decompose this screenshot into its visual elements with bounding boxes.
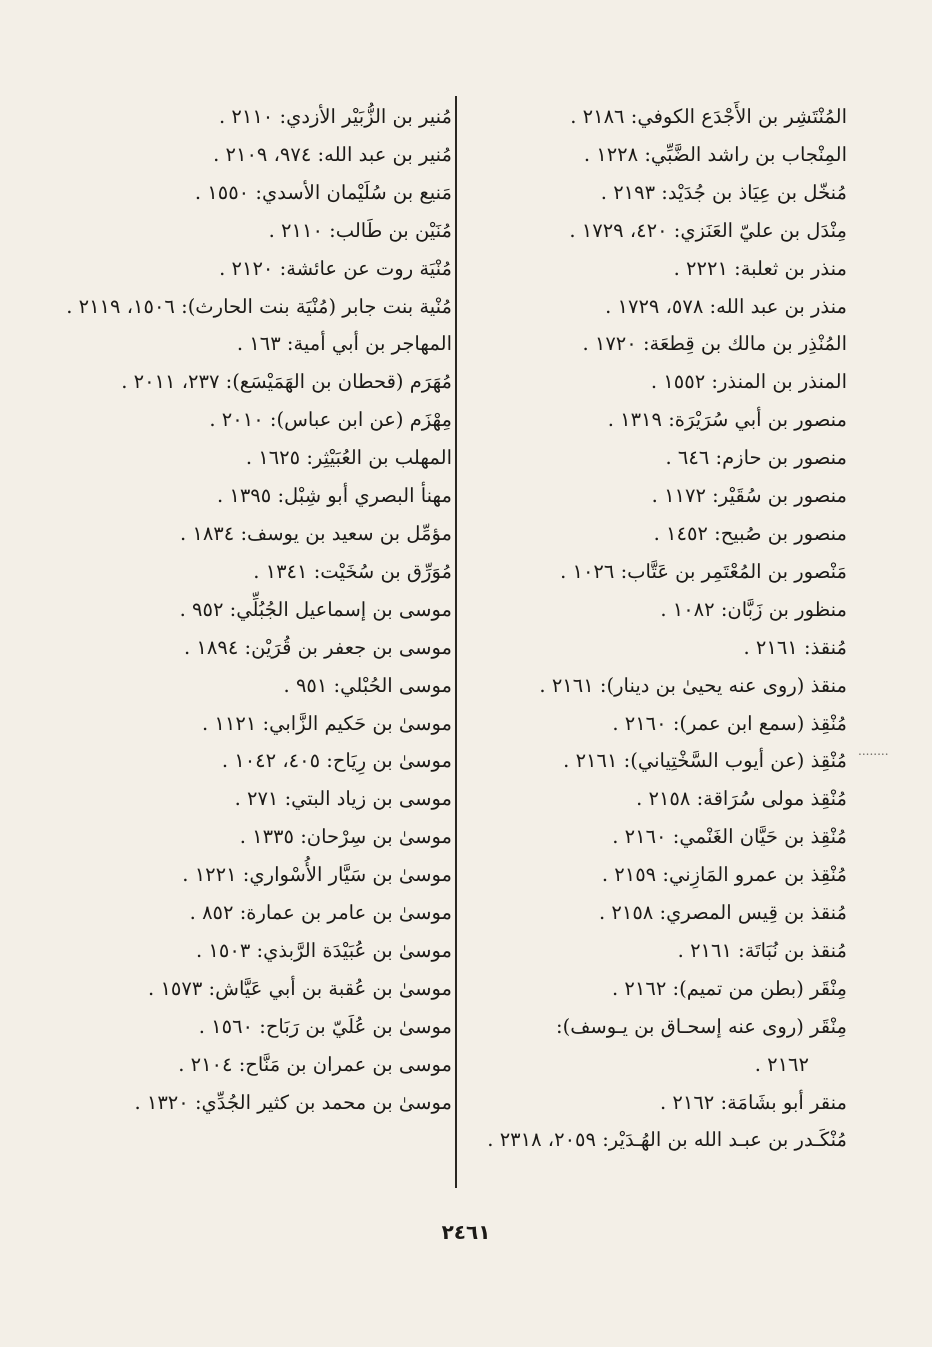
index-entry: مُنخّل بن عِيَاذ بن جُدَيْد: ٢١٩٣ .: [600, 180, 847, 204]
index-entry: منصور بن صُبيح: ١٤٥٢ .: [653, 521, 847, 545]
right-index-column: [462, 98, 847, 1193]
left-index-column: [60, 98, 452, 1193]
index-entry: مُنْية بنت جابر (مُنْيَة بنت الحارث): ١٥٠٦، ٢١١٩ .: [66, 294, 452, 318]
index-entry: المُنْتَشِر بن الأَجْدَع الكوفي: ٢١٨٦ .: [570, 105, 847, 128]
column-divider: [455, 96, 457, 1188]
index-entry: مُنقذ بن قِيس المصري: ٢١٥٨ .: [598, 901, 847, 925]
index-entry: موسىٰ بن عُلَيّ بن رَبَاح: ١٥٦٠ .: [198, 1014, 452, 1038]
index-entry: موسى بن زياد البتي: ٢٧١ .: [234, 787, 452, 811]
index-entry: منظور بن زَبَّان: ١٠٨٢ .: [660, 597, 847, 621]
index-entry: مُهَرَم (قحطان بن الهَمَيْسَع): ٢٣٧، ٢٠١١ .: [121, 370, 452, 394]
index-entry: موسىٰ بن سِرْحان: ١٣٣٥ .: [239, 825, 452, 849]
index-entry: منقر أبو بشَامَة: ٢١٦٢ .: [659, 1090, 847, 1114]
index-entry: المنذر بن المنذر: ١٥٥٢ .: [650, 370, 847, 394]
index-entry-continuation: ٢١٦٢ .: [754, 1052, 809, 1076]
index-entry: موسىٰ بن رِيَاح: ٤٠٥، ١٠٤٢ .: [221, 749, 452, 773]
index-entry: مؤمِّل بن سعيد بن يوسف: ١٨٣٤ .: [179, 521, 452, 545]
index-entry: موسىٰ بن محمد بن كثير الجُدِّي: ١٣٢٠ .: [134, 1090, 452, 1114]
index-entry: موسى بن إسماعيل الجُبُلِّي: ٩٥٢ .: [179, 597, 452, 621]
index-entry: مُنْقِذ (سمع ابن عمر): ٢١٦٠ .: [612, 711, 847, 735]
index-entry: مُنير بن عبد الله: ٩٧٤، ٢١٠٩ .: [213, 142, 452, 166]
index-entry: مُنْيَة روت عن عائشة: ٢١٢٠ .: [219, 256, 452, 280]
index-entry: مُنقذ بن نُبَاتَة: ٢١٦١ .: [677, 938, 847, 962]
index-entry: موسى بن عمران بن مَنَّاح: ٢١٠٤ .: [178, 1052, 452, 1076]
index-entry: مهنأ البصري أبو شِبْل: ١٣٩٥ .: [216, 484, 452, 508]
index-entry: موسىٰ بن حَكيم الزَّابي: ١١٢١ .: [202, 711, 452, 735]
index-entry: منقذ (روى عنه يحيىٰ بن دينار): ٢١٦١ .: [539, 673, 847, 697]
index-entry: مُنْقِذ بن حَيَّان الغَنْمي: ٢١٦٠ .: [612, 825, 847, 849]
index-entry: مُنير بن الزُّبَيْر الأزدي: ٢١١٠ .: [218, 105, 452, 128]
index-entry: مِهْزَم (عن ابن عباس): ٢٠١٠ .: [209, 408, 452, 432]
index-entry: موسى بن جعفر بن قُرَيْن: ١٨٩٤ .: [184, 635, 452, 659]
index-entry: مُوَرِّق بن سُخَيْت: ١٣٤١ .: [253, 559, 452, 583]
page-number: ٢٤٦١: [441, 1220, 491, 1244]
index-entry: مِنْقَر (بطن من تميم): ٢١٦٢ .: [612, 976, 847, 1000]
index-entry: منذر بن عبد الله: ٥٧٨، ١٧٢٩ .: [605, 294, 847, 318]
index-entry: مُنَيْن بن طَالب: ٢١١٠ .: [268, 218, 452, 242]
index-entry: منصور بن سُقَيْر: ١١٧٢ .: [651, 484, 847, 508]
index-entry: المُنْذِر بن مالك بن قِطعَة: ١٧٢٠ .: [582, 332, 847, 356]
index-entry: مِنْدَل بن عليّ العَنَزي: ٤٢٠، ١٧٢٩ .: [569, 218, 847, 242]
index-entry: مُنْقِذ (عن أيوب السَّخْتِياني): ٢١٦١ .: [563, 749, 847, 773]
index-entry: مُنْقِذ مولى سُرَاقة: ٢١٥٨ .: [636, 787, 847, 811]
index-entry: منصور بن أبي سُرَيْرَة: ١٣١٩ .: [607, 408, 847, 432]
margin-mark: ........: [858, 744, 889, 758]
index-entry: المهاجر بن أبي أمية: ١٦٣ .: [236, 332, 452, 356]
index-entry: مَنْصور بن المُعْتَمِر بن عَتَّاب: ١٠٢٦ .: [560, 559, 847, 583]
index-entry: موسىٰ بن عُبَيْدَة الرَّبذي: ١٥٠٣ .: [196, 938, 452, 962]
index-entry: مُنْقِذ بن عمرو المَازِني: ٢١٥٩ .: [601, 863, 847, 887]
index-entry: المهلب بن العُبَيْثِر: ١٦٢٥ .: [245, 446, 452, 470]
index-entry: موسى الحُبْلي: ٩٥١ .: [283, 673, 452, 697]
index-entry: مُنقذ: ٢١٦١ .: [743, 635, 847, 659]
index-entry: موسىٰ بن عامر بن عمارة: ٨٥٢ .: [189, 901, 452, 925]
index-entry: موسىٰ بن سَيَّار الأُسْواري: ١٢٢١ .: [182, 863, 452, 887]
index-entry: مِنْقَر (روى عنه إسحـاق بن يـوسف):: [556, 1014, 847, 1038]
index-entry: المِنْجاب بن راشد الضَّبِّي: ١٢٢٨ .: [583, 142, 847, 166]
index-entry: مَنيع بن سُلَيْمان الأسدي: ١٥٥٠ .: [194, 180, 452, 204]
index-entry: منذر بن ثعلبة: ٢٢٢١ .: [673, 256, 847, 280]
index-entry: منصور بن حازم: ٦٤٦ .: [665, 446, 847, 470]
index-entry: موسىٰ بن عُقبة بن أبي عَيَّاش: ١٥٧٣ .: [148, 976, 452, 1000]
index-entry: مُنْكَـدر بن عبـد الله بن الهُـدَيْر: ٢٠٥٩، ٢٣١٨ .: [487, 1128, 847, 1152]
